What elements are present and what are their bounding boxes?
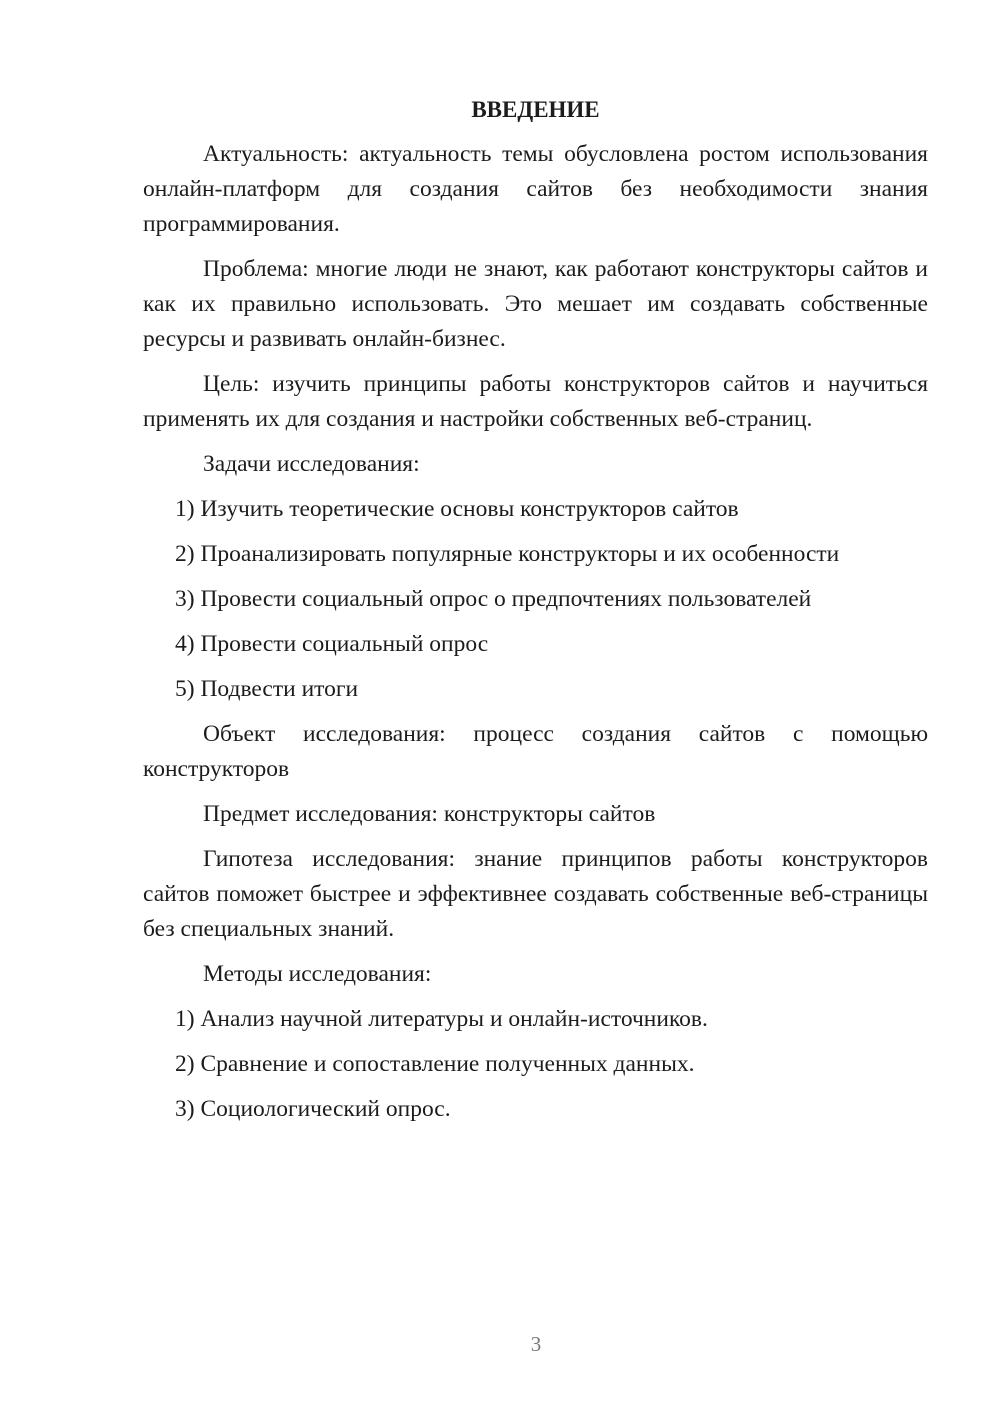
list-item: 1) Анализ научной литературы и онлайн-источников. <box>175 1006 708 1032</box>
list-item: 5) Подвести итоги <box>175 676 359 702</box>
object-paragraph: Объект исследования: процесс создания сайтов с помощью конструкторов <box>143 721 928 782</box>
methods-list <box>143 1002 928 1127</box>
list-item: 3) Социологический опрос. <box>175 1096 451 1122</box>
relevance-paragraph: Актуальность: актуальность темы обусловлена ростом использования онлайн-платформ для создания сайтов без необходимости знания программирования. <box>143 141 928 237</box>
tasks-heading: Задачи исследования: <box>203 451 420 477</box>
page-number: 3 <box>530 1332 542 1356</box>
list-item: 1) Изучить теоретические основы конструкторов сайтов <box>175 496 739 522</box>
tasks-list <box>143 492 928 707</box>
list-item: 2) Проанализировать популярные конструкторы и их особенности <box>175 541 840 567</box>
list-item: 4) Провести социальный опрос <box>175 631 489 657</box>
section-title: ВВЕДЕНИЕ <box>471 97 600 122</box>
list-item: 3) Провести социальный опрос о предпочтениях пользователей <box>175 586 812 612</box>
hypothesis-paragraph: Гипотеза исследования: знание принципов работы конструкторов сайтов поможет быстрее и эффективнее создавать собственные веб-страницы без специальных знаний. <box>143 846 928 942</box>
subject-paragraph: Предмет исследования: конструкторы сайтов <box>203 801 656 827</box>
problem-paragraph: Проблема: многие люди не знают, как работают конструкторы сайтов и как их правильно использовать. Это мешает им создавать собственные ресурсы и развивать онлайн-бизнес. <box>143 256 928 352</box>
goal-paragraph: Цель: изучить принципы работы конструкторов сайтов и научиться применять их для создания и настройки собственных веб-страниц. <box>143 371 928 432</box>
page-content <box>143 92 928 1137</box>
methods-heading: Методы исследования: <box>203 961 432 987</box>
list-item: 2) Сравнение и сопоставление полученных данных. <box>175 1051 695 1077</box>
